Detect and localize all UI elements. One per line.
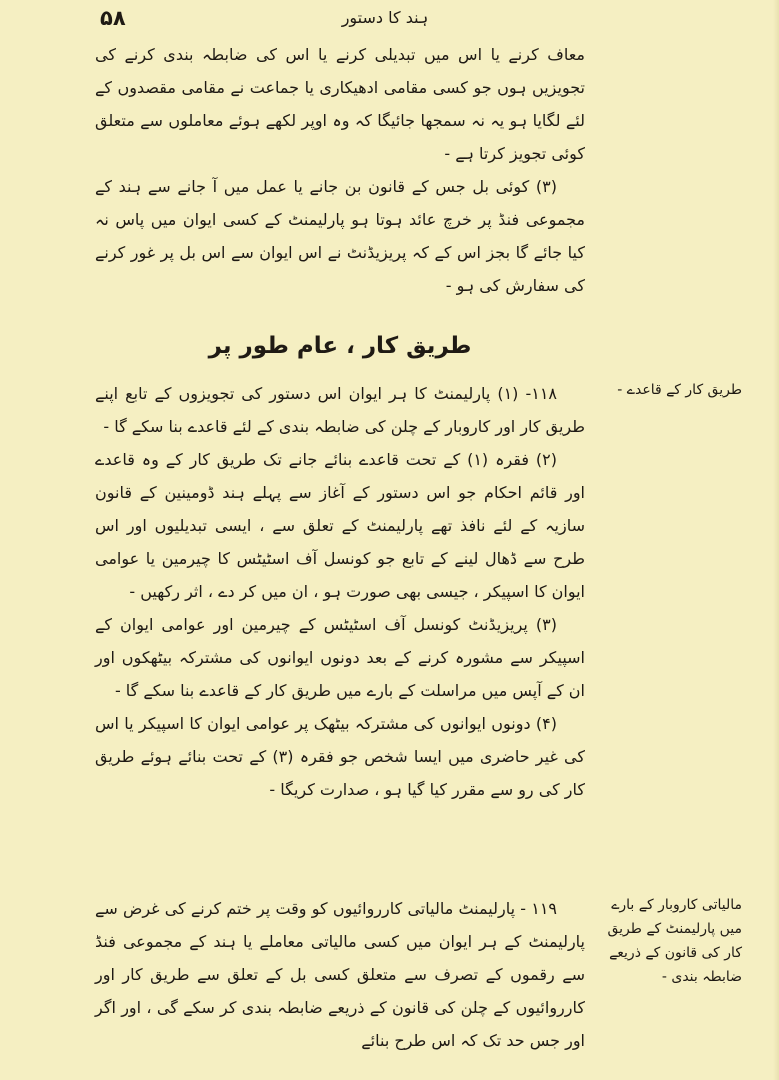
article-119-block: [95, 892, 585, 1057]
page-edge: [773, 0, 779, 1080]
article-118-clause-3: (۳) پریزیڈنٹ کونسل آف اسٹیٹس کے چیرمین اور عوامی ایوان کے اسپیکر سے مشورہ کرنے کے بعد دونوں ایوانوں کی مشترکہ بیٹھکوں اور ان کے آپس میں مراسلت کے بارے میں طریق کار کے قاعدے بنا سکے گا -: [95, 615, 585, 700]
article-119-text: ۱۱۹ - پارلیمنٹ مالیاتی کارروائیوں کو وقت پر ختم کرنے کی غرض سے پارلیمنٹ کے ہر ایوان میں کسی مالیاتی معاملے یا ہند کے مجموعی فنڈ سے رقموں کے تصرف سے متعلق کسی بل کے تعلق سے طریق کار اور کارروائیوں کے چلن کی قانون کے ذریعے ضابطہ بندی کر سکے گی ، اور اگر اور جس حد تک کہ اس طرح بنائے: [95, 899, 585, 1050]
margin-note-financial-business: مالیاتی کاروبار کے بارے میں پارلیمنٹ کے طریق کار کی قانون کے ذریعے ضابطہ بندی -: [607, 897, 742, 985]
margin-note-rules-of-procedure: طریق کار کے قاعدے -: [617, 382, 742, 398]
article-118-block: [95, 377, 585, 806]
section-heading: طریق کار ، عام طور پر: [208, 333, 472, 359]
article-118-clause-1: ۱۱۸- (۱) پارلیمنٹ کا ہر ایوان اس دستور کی تجویزوں کے تابع اپنے طریق کار اور کاروبار کے چلن کی ضابطہ بندی کے لئے قاعدے بنا سکے گا -: [95, 384, 585, 436]
page-number: ۵۸: [100, 6, 126, 30]
running-title: ہند کا دستور: [341, 8, 429, 27]
article-118-clause-4: (۴) دونوں ایوانوں کی مشترکہ بیٹھک پر عوامی ایوان کا اسپیکر یا اس کی غیر حاضری میں ایسا شخص جو فقرہ (۳) کے تحت بنائے ہوئے طریق کار کی رو سے مقرر کیا گیا ہو ، صدارت کریگا -: [95, 714, 586, 799]
paragraph-clause-3: (۳) کوئی بل جس کے قانون بن جانے یا عمل میں آ جانے سے ہند کے مجموعی فنڈ پر خرچ عائد ہوتا ہو پارلیمنٹ کے کسی ایوان میں پاس نہ کیا جائے گا بجز اس کے کہ پریزیڈنٹ نے اس ایوان سے اس بل پر غور کرنے کی سفارش کی ہو -: [95, 177, 585, 295]
article-118-clause-2: (۲) فقرہ (۱) کے تحت قاعدے بنائے جانے تک طریق کار کے وہ قاعدے اور قائم احکام جو اس دستور کے آغاز سے پہلے ہند ڈومینین کے قانون سازیہ کے لئے نافذ تھے پارلیمنٹ کے تعلق سے ، ایسی تبدیلیوں اور اس طرح سے ڈھال لینے کے تابع جو کونسل آف اسٹیٹس کا چیرمین یا عوامی ایوان کا اسپیکر ، جیسی بھی صورت ہو ، ان میں کر دے ، اثر رکھیں -: [95, 450, 585, 601]
paragraph-continuation: معاف کرنے یا اس میں تبدیلی کرنے یا اس کی ضابطہ بندی کرنے کی تجویزیں ہوں جو کسی مقامی ادھیکاری یا جماعت نے مقامی مقصدوں کے لئے لگایا ہو یہ نہ سمجھا جائیگا کہ وہ اوپر لکھے ہوئے معاملوں سے متعلق کوئی تجویز کرتا ہے -: [95, 45, 585, 163]
text-block-top: [95, 38, 585, 302]
